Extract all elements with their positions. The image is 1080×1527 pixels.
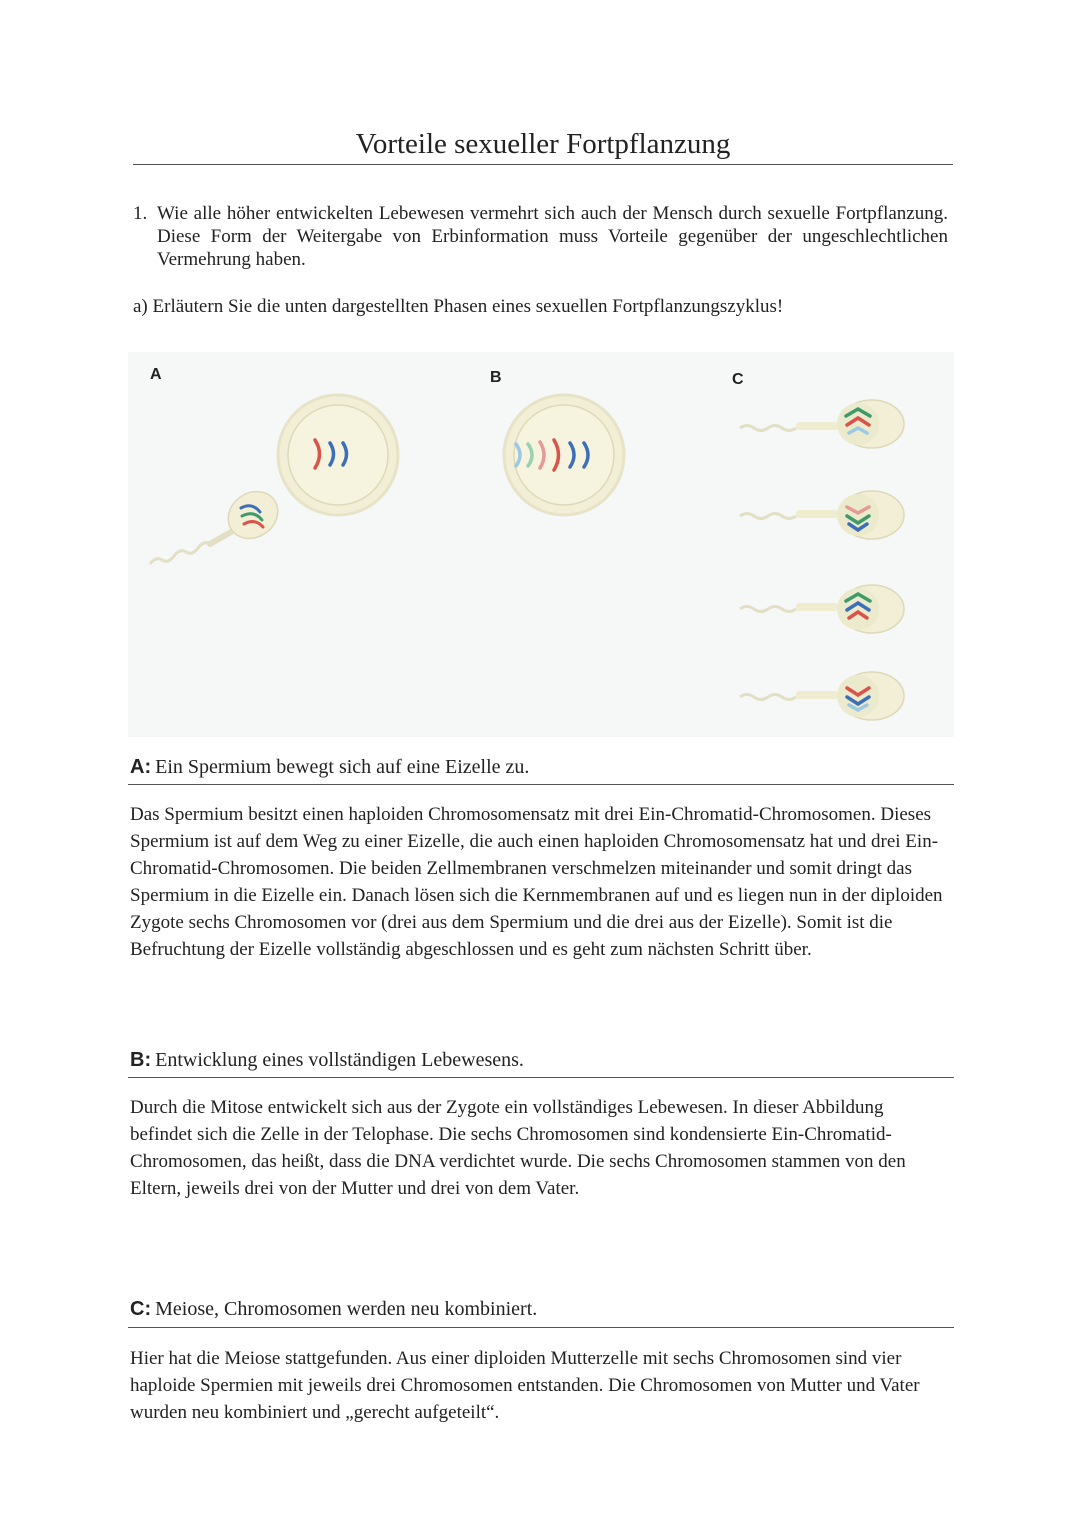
page-title: Vorteile sexueller Fortpflanzung <box>355 128 731 160</box>
question-number: 1. <box>133 203 148 224</box>
section-b-title: Entwicklung eines vollständigen Lebewesens. <box>155 1049 524 1071</box>
section-c-title: Meiose, Chromosomen werden neu kombiniert. <box>155 1298 538 1320</box>
section-b-rule <box>128 1077 954 1078</box>
section-a-letter: A: <box>130 756 152 778</box>
figure-label-b: B <box>490 369 502 386</box>
egg-cell-a <box>278 395 398 515</box>
section-a-rule <box>128 784 954 785</box>
section-b-letter: B: <box>130 1049 152 1071</box>
section-b-heading <box>130 1049 524 1072</box>
section-c-heading <box>130 1298 537 1321</box>
section-b-body: Durch die Mitose entwickelt sich aus der Zygote ein vollständiges Lebewesen. In dieser Abbildung befindet sich die Zelle in der Telophase. Die sechs Chromosomen sind kondensierte Ein-Chromatid-Chromosomen, das heißt, dass die DNA verdichtet wurde. Die sechs Chromosomen stammen von den Eltern, jeweils drei von der Mutter und drei von dem Vater. <box>130 1097 906 1199</box>
section-a-body: Das Spermium besitzt einen haploiden Chromosomensatz mit drei Ein-Chromatid-Chromosomen. Dieses Spermium ist auf dem Weg zu einer Eizelle, die auch einen haploiden Chromosomensatz hat und drei Ein-Chromatid-Chromosomen. Die beiden Zellmembranen verschmelzen miteinander und somit dringt das Spermium in die Eizelle ein. Danach lösen sich die Kernmembranen auf und es liegen nun in der diploiden Zygote sechs Chromosomen vor (drei aus dem Spermium und die drei aus der Eizelle). Somit ist die Befruchtung der Eizelle vollständig abgeschlossen und es geht zum nächsten Schritt über. <box>130 804 943 960</box>
section-a-title: Ein Spermium bewegt sich auf eine Eizelle zu. <box>155 756 530 778</box>
section-c-rule <box>128 1327 954 1328</box>
section-c-letter: C: <box>130 1298 152 1320</box>
title-underline <box>133 164 953 165</box>
section-a-heading <box>130 756 529 779</box>
figure-label-c: C <box>732 371 744 388</box>
reproduction-cycle-figure <box>128 352 954 737</box>
zygote-b <box>504 395 624 515</box>
intro-question <box>133 202 948 271</box>
question-text: Wie alle höher entwickelten Lebewesen vermehrt sich auch der Mensch durch sexuelle Fortpflanzung. Diese Form der Weitergabe von Erbinformation muss Vorteile gegenüber der ungeschlechtlichen Vermehrung haben. <box>157 203 948 270</box>
task-a: a) Erläutern Sie die unten dargestellten Phasen eines sexuellen Fortpflanzungszyklus! <box>133 296 784 317</box>
section-c-body: Hier hat die Meiose stattgefunden. Aus einer diploiden Mutterzelle mit sechs Chromosomen sind vier haploide Spermien mit jeweils drei Chromosomen entstanden. Die Chromosomen von Mutter und Vater wurden neu kombiniert und „gerecht aufgeteilt“. <box>130 1348 920 1423</box>
figure-label-a: A <box>150 366 162 383</box>
